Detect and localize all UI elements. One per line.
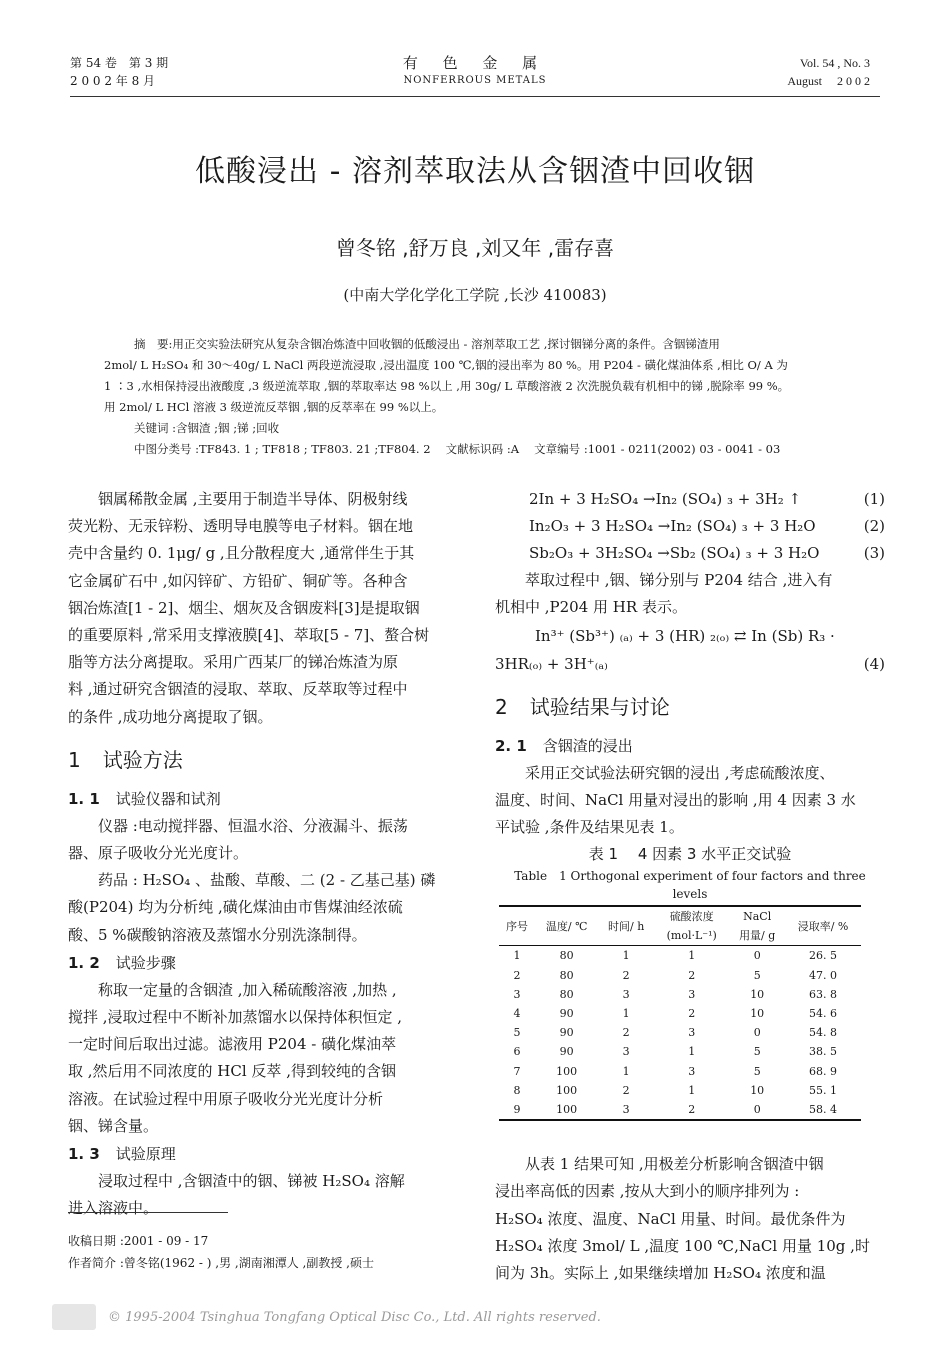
footnote [68,1230,374,1274]
col-header: NaCl [729,906,785,926]
month-line: August 2 0 0 2 [787,74,870,88]
table-cell: 80 [559,987,574,1001]
table-cell: 3 [622,987,630,1001]
abstract-line: 用 2mol/ L HCl 溶液 3 级逆流反萃铟 ,铟的反萃率在 99 %以上。 [104,400,444,414]
reagents-paragraph: 药品 : H₂SO₄ 、盐酸、草酸、二 (2 - 乙基己基) 磷 酸(P204) 均为分析纯 ,磺化煤油由市售煤油经浓硫 酸、5 %碳酸钠溶液及蒸馏水分别洗涤制得。 [68,871,436,944]
abstract-line: 摘 要:用正交实验法研究从复杂含铟冶炼渣中回收铟的低酸浸出 - 溶剂萃取工艺 ,探讨铟锑分离的条件。含铟锑渣用 [134,337,720,351]
table-cell: 10 [750,1007,765,1021]
table-cell: 0 [753,949,761,963]
subsection-2-1-heading: 2. 1 含铟渣的浸出 [495,736,633,755]
table-cell: 1 [622,949,630,963]
table-row [499,985,861,1004]
table-row [499,1004,861,1023]
date-line: 2 0 0 2 年 8 月 [70,74,156,88]
header-divider [70,96,880,97]
table-cell: 5 [513,1026,521,1040]
table-cell: 100 [556,1064,578,1078]
table-cell: 5 [753,1045,761,1059]
results-paragraph: 从表 1 结果可知 ,用极差分析影响含铟渣中铟 浸出率高低的因素 ,按从大到小的顺序排列为 : H₂SO₄ 浓度、温度、NaCl 用量、时间。最优条件为 H₂SO₄ 浓度 3mol/ L ,温度 100 ℃,NaCl 用量 10g ,时 间为 3h。实际上 ,如果继续增加 H₂SO₄ 浓度和温 [495,1155,870,1283]
table-cell: 4 [513,1007,521,1021]
left-column [68,486,460,1222]
equation-3: Sb₂O₃ + 3H₂SO₄ →Sb₂ (SO₄) ₃ + 3 H₂O (3) [529,544,885,562]
affiliation: (中南大学化学化工学院 ,长沙 410083) [343,286,607,304]
table-row [499,1062,861,1081]
table-cell: 47. 0 [809,968,838,982]
table-cell: 54. 8 [809,1026,838,1040]
table-cell: 90 [559,1026,574,1040]
col-header: 浸取率/ % [785,906,861,946]
table-row [499,1081,861,1100]
col-header: 序号 [499,906,535,946]
table-caption: 表 1 4 因素 3 水平正交试验 [588,845,792,864]
table-cell: 55. 1 [809,1083,838,1097]
leaching-paragraph: 采用正交试验法研究铟的浸出 ,考虑硫酸浓度、 温度、时间、NaCl 用量对浸出的影响 ,用 4 因素 3 水 平试验 ,条件及结果见表 1。 [495,763,856,837]
table-cell: 1 [622,1064,630,1078]
section-1-heading: 1 试验方法 [68,747,183,772]
author-bio: 作者简介 :曾冬铭(1962 - ) ,男 ,湖南湘潭人 ,副教授 ,硕士 [68,1256,374,1270]
table-cell: 100 [535,1100,598,1120]
instruments-paragraph: 仪器 :电动搅拌器、恒温水浴、分液漏斗、振荡 器、原子吸收分光光度计。 [68,816,408,863]
table-cell: 1 [513,949,521,963]
publisher-logo-icon [52,1304,96,1330]
table-cell: 63. 8 [809,987,838,1001]
orthogonal-table [499,905,861,1121]
table-cell: 6 [513,1045,521,1059]
table-cell: 90 [559,1007,574,1021]
table-cell: 3 [513,987,521,1001]
table-row [499,946,861,966]
table-cell: 2 [622,968,630,982]
table-cell: 2 [654,1100,729,1120]
subsection-1-3-heading: 1. 3 试验原理 [68,1145,176,1164]
table-cell: 7 [513,1064,521,1078]
table-row [499,1023,861,1042]
table-cell: 68. 9 [809,1064,838,1078]
abstract-line: 2mol/ L H₂SO₄ 和 30～40g/ L NaCl 两段逆流浸取 ,浸出温度 100 ℃,铟的浸出率为 80 %。用 P204 - 磺化煤油体系 ,相比 O/ A 为 [104,358,788,372]
table-cell: 10 [750,1083,765,1097]
equation-1: 2In + 3 H₂SO₄ →In₂ (SO₄) ₃ + 3H₂ ↑ (1) [529,490,885,508]
keywords: 关键词 :含铟渣 ;铟 ;锑 ;回收 [134,421,280,435]
col-header: 时间/ h [598,906,654,946]
equation-4: In³⁺ (Sb³⁺) ₍ₐ₎ + 3 (HR) ₂₍ₒ₎ ⇄ In (Sb) R₃ · 3HR₍ₒ₎ + 3H⁺₍ₐ₎ (4) [495,627,885,673]
table-cell: 2 [622,1026,630,1040]
right-column [495,486,885,1287]
col-header: 硫酸浓度 [654,906,729,926]
paper-title: 低酸浸出 - 溶剂萃取法从含铟渣中回收铟 [195,154,755,189]
volume-info [787,54,870,90]
table-caption-en: Table 1 Orthogonal experiment of four factors and three levels [514,869,866,902]
principle-paragraph: 浸取过程中 ,含铟渣中的铟、锑被 H₂SO₄ 溶解 进入溶液中。 [68,1172,405,1218]
journal-name-en: NONFERROUS METALS [403,75,547,86]
table-cell: 2 [513,968,521,982]
table-cell: 1 [622,1007,630,1021]
section-2-heading: 2 试验结果与讨论 [495,694,670,719]
col-header-unit: (mol·L⁻¹) [654,926,729,946]
abstract-line: 1 ∶3 ,水相保持浸出液酸度 ,3 级逆流萃取 ,铟的萃取率达 98 %以上 ,用 30g/ L 草酸溶液 2 次洗脱负载有机相中的锑 ,脱除率 99 %。 [104,379,790,393]
table-cell: 26. 5 [809,949,838,963]
author-list: 曾冬铭 ,舒万良 ,刘又年 ,雷存喜 [335,236,615,260]
table-cell: 80 [559,949,574,963]
journal-name-cn: 有 色 金 属 [402,54,548,72]
table-cell: 5 [753,968,761,982]
copyright-text: © 1995-2004 Tsinghua Tongfang Optical Disc Co., Ltd. All rights reserved. [108,1310,601,1325]
issue-line: 第 54 卷 第 3 期 [70,56,169,70]
table-cell: 5 [753,1064,761,1078]
table-cell: 58. 4 [785,1100,861,1120]
table-cell: 2 [688,1007,696,1021]
extraction-paragraph: 萃取过程中 ,铟、锑分别与 P204 结合 ,进入有 机相中 ,P204 用 HR 表示。 [495,571,833,617]
table-cell: 2 [622,1083,630,1097]
table-cell: 3 [622,1045,630,1059]
copyright-footer [0,1302,950,1332]
table-row [499,1042,861,1061]
procedure-paragraph: 称取一定量的含铟渣 ,加入稀硫酸溶液 ,加热 , 搅拌 ,浸取过程中不断补加蒸馏水以保持体积恒定 , 一定时间后取出过滤。滤液用 P204 - 磺化煤油萃 取 ,然后用不同浓度的 HCl 反萃 ,得到较纯的含铟 溶液。在试验过程中用原子吸收分光光度计分析 铟、锑含量。 [68,980,403,1135]
table-cell: 90 [559,1045,574,1059]
col-header-unit: 用量/ g [729,926,785,946]
table-cell: 9 [499,1100,535,1120]
subsection-1-1-heading: 1. 1 试验仪器和试剂 [68,789,221,808]
table-cell: 2 [688,968,696,982]
table-cell: 3 [688,1026,696,1040]
table-cell: 8 [513,1083,521,1097]
table-cell: 0 [729,1100,785,1120]
col-header: 温度/ ℃ [535,906,598,946]
volume-line: Vol. 54 , No. 3 [799,56,870,70]
table-row [499,966,861,985]
table-cell: 1 [688,1045,696,1059]
table-cell: 1 [688,1083,696,1097]
footnote-divider [68,1212,228,1213]
intro-paragraph: 铟属稀散金属 ,主要用于制造半导体、阴极射线 荧光粉、无汞锌粉、透明导电膜等电子材料。铟在地 壳中含量约 0. 1μg/ g ,且分散程度大 ,通常伴生于其 它金属矿石中 ,如闪锌矿、方铅矿、铜矿等。各种含 铟冶炼渣[1 - 2]、烟尘、烟灰及含铟废料[3]是提取铟 的重要原料 ,常采用支撑液膜[4]、萃取[5 - 7]、螯合树 脂等方法分离提取。采用广西某厂的锑冶炼渣为原 料 ,通过研究含铟渣的浸取、萃取、反萃取等过程中 的条件 ,成功地分离提取了铟。 [68,490,430,726]
table-cell: 54. 6 [809,1007,838,1021]
table-cell: 1 [688,949,696,963]
classification-codes: 中图分类号 :TF843. 1 ; TF818 ; TF803. 21 ;TF804. 2 文献标识码 :A 文章编号 :1001 - 0211(2002) 03 - 0041 - 03 [134,442,781,456]
table-cell: 80 [559,968,574,982]
table-row [499,1100,861,1120]
table-cell: 3 [688,1064,696,1078]
table-cell: 3 [598,1100,654,1120]
equation-2: In₂O₃ + 3 H₂SO₄ →In₂ (SO₄) ₃ + 3 H₂O (2) [529,517,885,535]
table-cell: 0 [753,1026,761,1040]
table-cell: 3 [688,987,696,1001]
abstract-label: 摘 要 [134,337,169,351]
table-cell: 38. 5 [809,1045,838,1059]
received-date: 收稿日期 :2001 - 09 - 17 [68,1234,209,1248]
table-cell: 100 [556,1083,578,1097]
subsection-1-2-heading: 1. 2 试验步骤 [68,953,176,972]
table-cell: 10 [750,987,765,1001]
abstract [104,334,864,460]
